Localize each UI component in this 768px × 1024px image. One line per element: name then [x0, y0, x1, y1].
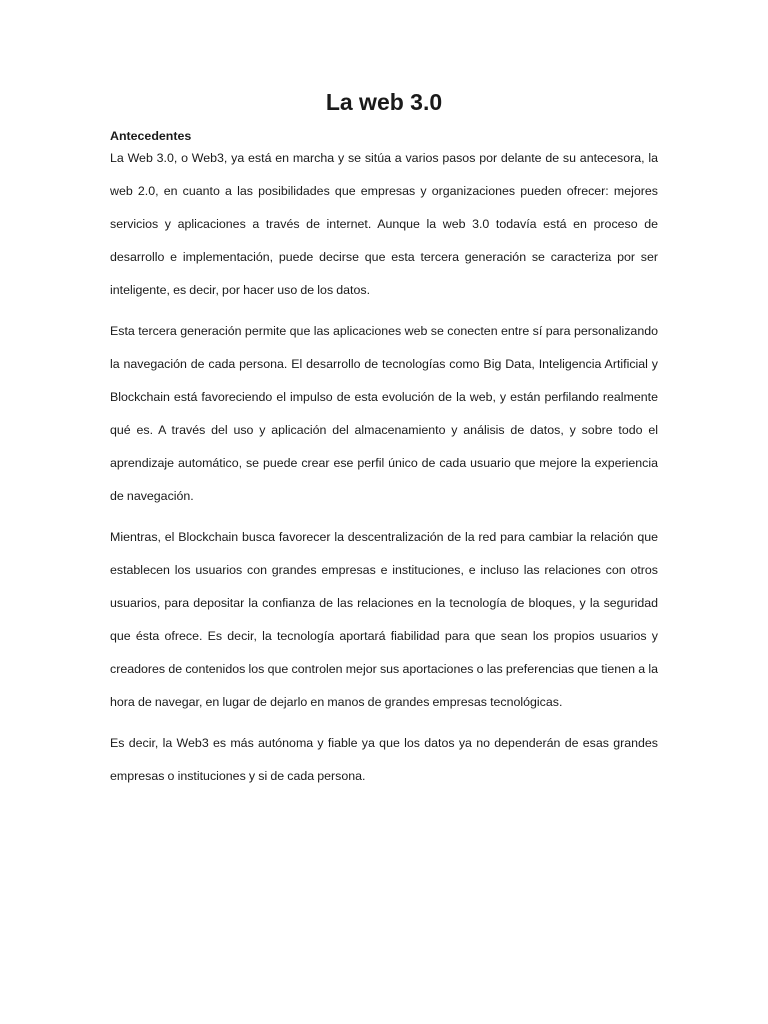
paragraph-3: Mientras, el Blockchain busca favorecer la descentralización de la red para cambiar la relación que establecen los usuarios con grandes empresas e instituciones, e incluso las relaciones con otros usuarios, para depositar la confianza de las relaciones en la tecnología de bloques, y la seguridad que ésta ofrece. Es decir, la tecnología aportará fiabilidad para que sean los propios usuarios y creadores de contenidos los que controlen mejor sus aportaciones o las preferencias que tienen a la hora de navegar, en lugar de dejarlo en manos de grandes empresas tecnológicas. — [110, 530, 658, 709]
section-heading: Antecedentes — [110, 129, 192, 143]
paragraph-4: Es decir, la Web3 es más autónoma y fiable ya que los datos ya no dependerán de esas grandes empresas o instituciones y si de cada persona. — [110, 736, 658, 783]
document-title: La web 3.0 — [325, 89, 443, 115]
document-body — [110, 126, 658, 801]
paragraph-1: La Web 3.0, o Web3, ya está en marcha y se sitúa a varios pasos por delante de su antecesora, la web 2.0, en cuanto a las posibilidades que empresas y organizaciones pueden ofrecer: mejores servicios y aplicaciones a través de internet. Aunque la web 3.0 todavía está en proceso de desarrollo e implementación, puede decirse que esta tercera generación se caracteriza por ser inteligente, es decir, por hacer uso de los datos. — [110, 151, 658, 297]
paragraph-2: Esta tercera generación permite que las aplicaciones web se conecten entre sí para personalizando la navegación de cada persona. El desarrollo de tecnologías como Big Data, Inteligencia Artificial y Blockchain está favoreciendo el impulso de esta evolución de la web, y están perfilando realmente qué es. A través del uso y aplicación del almacenamiento y análisis de datos, y sobre todo el aprendizaje automático, se puede crear ese perfil único de cada usuario que mejore la experiencia de navegación. — [110, 324, 658, 503]
